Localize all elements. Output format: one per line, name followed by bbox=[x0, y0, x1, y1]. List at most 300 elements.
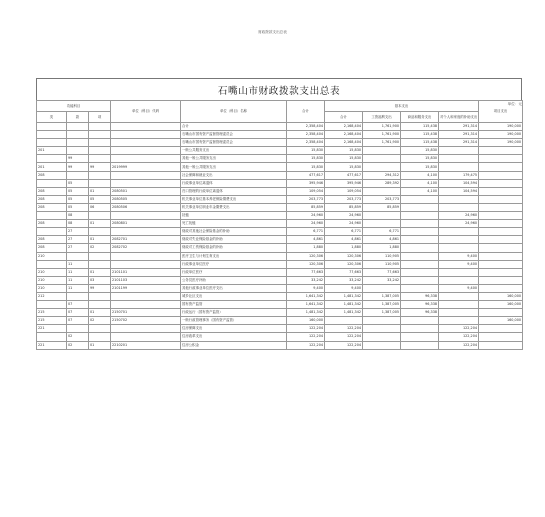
econ-code bbox=[111, 301, 181, 309]
econ-code: 2101199 bbox=[111, 284, 181, 292]
basic-total-value: 1,481,342 bbox=[325, 301, 363, 309]
table-row bbox=[37, 325, 523, 333]
personal-value bbox=[439, 163, 479, 171]
goods-value: 15,830 bbox=[401, 155, 439, 163]
item-name: 一般行政管理事务（国有资产监管） bbox=[181, 317, 287, 325]
total-value: 122,204 bbox=[287, 341, 325, 349]
col-name: 单位（科目）名称 bbox=[181, 101, 287, 123]
total-value: 477,617 bbox=[287, 171, 325, 179]
col-func-code: 功能科目 bbox=[37, 101, 111, 112]
salary-value: 1,387,005 bbox=[363, 292, 401, 300]
func-lei bbox=[37, 155, 67, 163]
item-name: 石嘴山市国有资产监督管理委员会 bbox=[181, 131, 287, 139]
goods-value bbox=[401, 284, 439, 292]
item-name: 合计 bbox=[181, 123, 287, 131]
econ-code: 2210201 bbox=[111, 341, 181, 349]
item-name: 其他一般公共服务支出 bbox=[181, 155, 287, 163]
func-xiang bbox=[89, 252, 111, 260]
project-value bbox=[479, 284, 523, 292]
total-value: 1,481,342 bbox=[287, 309, 325, 317]
project-value bbox=[479, 244, 523, 252]
basic-total-value: 6,771 bbox=[325, 228, 363, 236]
func-kuan: 05 bbox=[67, 203, 89, 211]
goods-value bbox=[401, 260, 439, 268]
report-title: 石嘴山市财政拨款支出总表 bbox=[217, 85, 341, 97]
salary-value bbox=[363, 325, 401, 333]
basic-total-value: 2,168,404 bbox=[325, 123, 363, 131]
func-kuan bbox=[67, 139, 89, 147]
func-kuan: 11 bbox=[67, 284, 89, 292]
econ-code: 2019999 bbox=[111, 163, 181, 171]
table-row bbox=[37, 203, 523, 211]
func-xiang: 01 bbox=[89, 309, 111, 317]
item-name: 其他一般公共服务支出 bbox=[181, 163, 287, 171]
personal-value bbox=[439, 317, 479, 325]
econ-code bbox=[111, 228, 181, 236]
col-basic-personal: 对个人和家庭的补助支出 bbox=[439, 112, 479, 123]
table-row bbox=[37, 123, 523, 131]
total-value: 6,771 bbox=[287, 228, 325, 236]
total-value: 4,861 bbox=[287, 236, 325, 244]
table-row bbox=[37, 212, 523, 220]
project-value bbox=[479, 260, 523, 268]
total-value: 109,054 bbox=[287, 187, 325, 195]
total-value: 120,306 bbox=[287, 252, 325, 260]
basic-total-value: 120,306 bbox=[325, 252, 363, 260]
table-row bbox=[37, 276, 523, 284]
project-value bbox=[479, 147, 523, 155]
total-value: 85,859 bbox=[287, 203, 325, 211]
salary-value: 4,861 bbox=[363, 236, 401, 244]
personal-value bbox=[439, 203, 479, 211]
total-value: 15,830 bbox=[287, 155, 325, 163]
func-xiang bbox=[89, 171, 111, 179]
total-value: 1,880 bbox=[287, 244, 325, 252]
basic-total-value: 122,204 bbox=[325, 325, 363, 333]
page-header: 财政拨款支出总表 bbox=[258, 30, 287, 34]
func-lei bbox=[37, 260, 67, 268]
table-row bbox=[37, 252, 523, 260]
col-econ: 单位（科目）代码 bbox=[111, 101, 181, 123]
func-lei: 201 bbox=[37, 147, 67, 155]
goods-value bbox=[401, 325, 439, 333]
project-value bbox=[479, 276, 523, 284]
basic-total-value: 15,830 bbox=[325, 163, 363, 171]
goods-value: 96,338 bbox=[401, 292, 439, 300]
basic-total-value: 2,168,404 bbox=[325, 131, 363, 139]
salary-value bbox=[363, 155, 401, 163]
item-name: 行政事业单位离退休 bbox=[181, 179, 287, 187]
func-lei: 221 bbox=[37, 341, 67, 349]
goods-value bbox=[401, 228, 439, 236]
salary-value: 1,761,900 bbox=[363, 123, 401, 131]
func-xiang: 99 bbox=[89, 163, 111, 171]
personal-value bbox=[439, 301, 479, 309]
table-row bbox=[37, 292, 523, 300]
func-xiang bbox=[89, 333, 111, 341]
goods-value bbox=[401, 244, 439, 252]
basic-total-value: 33,242 bbox=[325, 276, 363, 284]
total-value: 2,358,404 bbox=[287, 123, 325, 131]
table-row bbox=[37, 301, 523, 309]
func-xiang: 01 bbox=[89, 220, 111, 228]
item-name: 机关事业单位职业年金缴费支出 bbox=[181, 203, 287, 211]
col-project: 项目支出 bbox=[479, 101, 523, 123]
table-row bbox=[37, 220, 523, 228]
total-value: 2,358,404 bbox=[287, 131, 325, 139]
salary-value: 1,880 bbox=[363, 244, 401, 252]
total-value: 24,960 bbox=[287, 212, 325, 220]
item-name: 行政单位医疗 bbox=[181, 268, 287, 276]
basic-total-value: 1,481,342 bbox=[325, 309, 363, 317]
func-kuan bbox=[67, 171, 89, 179]
project-value bbox=[479, 325, 523, 333]
table-row bbox=[37, 284, 523, 292]
personal-value bbox=[439, 155, 479, 163]
personal-value bbox=[439, 268, 479, 276]
func-xiang bbox=[89, 147, 111, 155]
func-kuan: 27 bbox=[67, 228, 89, 236]
project-value bbox=[479, 333, 523, 341]
basic-total-value: 9,400 bbox=[325, 284, 363, 292]
basic-total-value: 203,773 bbox=[325, 195, 363, 203]
func-lei: 208 bbox=[37, 171, 67, 179]
item-name: 医疗卫生与计划生育支出 bbox=[181, 252, 287, 260]
goods-value bbox=[401, 268, 439, 276]
title-box bbox=[36, 78, 522, 100]
func-kuan: 07 bbox=[67, 317, 89, 325]
personal-value: 24,960 bbox=[439, 220, 479, 228]
func-xiang bbox=[89, 131, 111, 139]
project-value bbox=[479, 195, 523, 203]
econ-code bbox=[111, 252, 181, 260]
table-row bbox=[37, 187, 523, 195]
func-xiang: 03 bbox=[89, 276, 111, 284]
salary-value bbox=[363, 333, 401, 341]
goods-value: 15,830 bbox=[401, 163, 439, 171]
econ-code bbox=[111, 333, 181, 341]
econ-code bbox=[111, 131, 181, 139]
salary-value: 85,859 bbox=[363, 203, 401, 211]
basic-total-value bbox=[325, 317, 363, 325]
salary-value bbox=[363, 147, 401, 155]
basic-total-value: 122,204 bbox=[325, 341, 363, 349]
item-name: 归口管理的行政单位离退休 bbox=[181, 187, 287, 195]
basic-total-value: 77,663 bbox=[325, 268, 363, 276]
total-value: 122,204 bbox=[287, 325, 325, 333]
goods-value bbox=[401, 212, 439, 220]
col-xiang: 项 bbox=[89, 112, 111, 123]
goods-value: 15,830 bbox=[401, 147, 439, 155]
salary-value bbox=[363, 317, 401, 325]
func-lei bbox=[37, 333, 67, 341]
econ-code bbox=[111, 212, 181, 220]
total-value: 122,204 bbox=[287, 333, 325, 341]
project-value: 160,000 bbox=[479, 301, 523, 309]
func-lei: 210 bbox=[37, 252, 67, 260]
goods-value bbox=[401, 276, 439, 284]
func-lei: 208 bbox=[37, 244, 67, 252]
personal-value: 9,400 bbox=[439, 252, 479, 260]
goods-value bbox=[401, 317, 439, 325]
basic-total-value: 477,617 bbox=[325, 171, 363, 179]
goods-value: 115,438 bbox=[401, 123, 439, 131]
project-value bbox=[479, 220, 523, 228]
project-value bbox=[479, 212, 523, 220]
func-lei bbox=[37, 301, 67, 309]
goods-value: 4,100 bbox=[401, 179, 439, 187]
goods-value: 96,338 bbox=[401, 301, 439, 309]
table-row bbox=[37, 236, 523, 244]
func-kuan: 02 bbox=[67, 341, 89, 349]
salary-value: 289,392 bbox=[363, 179, 401, 187]
func-kuan: 27 bbox=[67, 244, 89, 252]
econ-code bbox=[111, 325, 181, 333]
func-xiang bbox=[89, 155, 111, 163]
func-xiang: 05 bbox=[89, 195, 111, 203]
func-xiang: 01 bbox=[89, 236, 111, 244]
personal-value: 291,314 bbox=[439, 123, 479, 131]
item-name: 行政事业单位医疗 bbox=[181, 260, 287, 268]
project-value: 190,000 bbox=[479, 123, 523, 131]
project-value bbox=[479, 179, 523, 187]
item-name: 住房改革支出 bbox=[181, 333, 287, 341]
basic-total-value: 109,054 bbox=[325, 187, 363, 195]
project-value bbox=[479, 228, 523, 236]
econ-code bbox=[111, 147, 181, 155]
func-lei: 210 bbox=[37, 284, 67, 292]
func-lei bbox=[37, 228, 67, 236]
func-xiang bbox=[89, 123, 111, 131]
table-row bbox=[37, 317, 523, 325]
personal-value: 104,594 bbox=[439, 187, 479, 195]
econ-code: 2080501 bbox=[111, 187, 181, 195]
salary-value: 77,663 bbox=[363, 268, 401, 276]
basic-total-value: 2,168,404 bbox=[325, 139, 363, 147]
col-kuan: 款 bbox=[67, 112, 89, 123]
func-lei: 208 bbox=[37, 203, 67, 211]
econ-code bbox=[111, 260, 181, 268]
personal-value: 104,594 bbox=[439, 179, 479, 187]
project-value: 190,000 bbox=[479, 131, 523, 139]
col-total: 合计 bbox=[287, 101, 325, 123]
total-value: 77,663 bbox=[287, 268, 325, 276]
salary-value bbox=[363, 284, 401, 292]
econ-code: 2080506 bbox=[111, 203, 181, 211]
goods-value bbox=[401, 341, 439, 349]
table-row bbox=[37, 228, 523, 236]
salary-value bbox=[363, 212, 401, 220]
func-lei: 215 bbox=[37, 317, 67, 325]
basic-total-value: 1,481,342 bbox=[325, 292, 363, 300]
project-value bbox=[479, 268, 523, 276]
item-name: 财政对工伤保险基金的补助 bbox=[181, 244, 287, 252]
basic-total-value: 85,859 bbox=[325, 203, 363, 211]
econ-code: 2150701 bbox=[111, 309, 181, 317]
goods-value: 96,338 bbox=[401, 309, 439, 317]
func-xiang bbox=[89, 212, 111, 220]
table-row bbox=[37, 139, 523, 147]
func-xiang: 02 bbox=[89, 244, 111, 252]
func-kuan: 99 bbox=[67, 163, 89, 171]
personal-value bbox=[439, 228, 479, 236]
func-lei: 215 bbox=[37, 309, 67, 317]
econ-code: 2101101 bbox=[111, 268, 181, 276]
func-xiang: 01 bbox=[89, 341, 111, 349]
func-kuan bbox=[67, 292, 89, 300]
col-basic: 基本支出 bbox=[325, 101, 479, 112]
goods-value bbox=[401, 203, 439, 211]
total-value: 1,641,342 bbox=[287, 292, 325, 300]
table-row bbox=[37, 171, 523, 179]
item-name: 公务员医疗补助 bbox=[181, 276, 287, 284]
func-xiang: 02 bbox=[89, 317, 111, 325]
project-value bbox=[479, 155, 523, 163]
salary-value: 1,387,005 bbox=[363, 309, 401, 317]
basic-total-value: 15,830 bbox=[325, 155, 363, 163]
salary-value: 110,905 bbox=[363, 252, 401, 260]
table-row bbox=[37, 131, 523, 139]
project-value bbox=[479, 187, 523, 195]
item-name: 城乡社区支出 bbox=[181, 292, 287, 300]
personal-value bbox=[439, 292, 479, 300]
total-value: 2,358,404 bbox=[287, 139, 325, 147]
func-xiang bbox=[89, 325, 111, 333]
func-lei bbox=[37, 139, 67, 147]
econ-code bbox=[111, 171, 181, 179]
econ-code bbox=[111, 139, 181, 147]
func-xiang bbox=[89, 228, 111, 236]
project-value: 190,000 bbox=[479, 139, 523, 147]
func-kuan: 07 bbox=[67, 301, 89, 309]
total-value: 15,830 bbox=[287, 147, 325, 155]
basic-total-value: 24,960 bbox=[325, 212, 363, 220]
salary-value: 6,771 bbox=[363, 228, 401, 236]
econ-code: 2080801 bbox=[111, 220, 181, 228]
item-name: 死亡抚恤 bbox=[181, 220, 287, 228]
salary-value: 33,242 bbox=[363, 276, 401, 284]
goods-value: 4,100 bbox=[401, 171, 439, 179]
project-value bbox=[479, 171, 523, 179]
salary-value bbox=[363, 220, 401, 228]
project-value bbox=[479, 163, 523, 171]
table-row bbox=[37, 147, 523, 155]
goods-value: 115,438 bbox=[401, 139, 439, 147]
func-kuan: 05 bbox=[67, 179, 89, 187]
col-basic-goods: 商品和服务支出 bbox=[401, 112, 439, 123]
econ-code bbox=[111, 155, 181, 163]
table-row bbox=[37, 341, 523, 349]
header-row bbox=[37, 101, 523, 112]
item-name: 一般公共服务支出 bbox=[181, 147, 287, 155]
expenditure-table bbox=[36, 100, 523, 350]
table-row bbox=[37, 309, 523, 317]
func-xiang bbox=[89, 260, 111, 268]
personal-value: 122,204 bbox=[439, 325, 479, 333]
func-xiang: 99 bbox=[89, 284, 111, 292]
personal-value bbox=[439, 276, 479, 284]
table-row bbox=[37, 179, 523, 187]
total-value: 9,400 bbox=[287, 284, 325, 292]
func-lei bbox=[37, 123, 67, 131]
personal-value bbox=[439, 236, 479, 244]
total-value: 160,000 bbox=[287, 317, 325, 325]
total-value: 1,641,342 bbox=[287, 301, 325, 309]
basic-total-value: 395,946 bbox=[325, 179, 363, 187]
basic-total-value: 122,204 bbox=[325, 333, 363, 341]
personal-value: 9,400 bbox=[439, 284, 479, 292]
basic-total-value: 15,830 bbox=[325, 147, 363, 155]
personal-value: 179,475 bbox=[439, 171, 479, 179]
item-name: 财政对失业保险基金的补助 bbox=[181, 236, 287, 244]
func-kuan: 05 bbox=[67, 195, 89, 203]
goods-value: 115,438 bbox=[401, 131, 439, 139]
func-xiang bbox=[89, 179, 111, 187]
item-name: 国有资产监管 bbox=[181, 301, 287, 309]
func-lei bbox=[37, 212, 67, 220]
project-value bbox=[479, 203, 523, 211]
unit-label: 单位：元 bbox=[507, 102, 522, 106]
project-value bbox=[479, 252, 523, 260]
func-lei: 210 bbox=[37, 276, 67, 284]
table-row bbox=[37, 333, 523, 341]
table-row bbox=[37, 244, 523, 252]
salary-value bbox=[363, 187, 401, 195]
func-kuan: 11 bbox=[67, 276, 89, 284]
goods-value bbox=[401, 333, 439, 341]
econ-code bbox=[111, 179, 181, 187]
func-lei: 208 bbox=[37, 187, 67, 195]
func-kuan: 99 bbox=[67, 155, 89, 163]
project-value: 160,000 bbox=[479, 317, 523, 325]
table-row bbox=[37, 268, 523, 276]
func-kuan: 11 bbox=[67, 260, 89, 268]
basic-total-value: 24,960 bbox=[325, 220, 363, 228]
table-row bbox=[37, 195, 523, 203]
func-kuan: 07 bbox=[67, 309, 89, 317]
func-xiang bbox=[89, 292, 111, 300]
goods-value bbox=[401, 236, 439, 244]
total-value: 33,242 bbox=[287, 276, 325, 284]
item-name: 社会保障和就业支出 bbox=[181, 171, 287, 179]
table-row bbox=[37, 260, 523, 268]
col-basic-salary: 工资福利支出 bbox=[363, 112, 401, 123]
func-kuan bbox=[67, 131, 89, 139]
econ-code: 2082702 bbox=[111, 244, 181, 252]
personal-value: 122,204 bbox=[439, 333, 479, 341]
func-kuan: 05 bbox=[67, 187, 89, 195]
table-row bbox=[37, 155, 523, 163]
item-name: 石嘴山市国有资产监督管理委员会 bbox=[181, 139, 287, 147]
func-kuan: 08 bbox=[67, 220, 89, 228]
salary-value bbox=[363, 163, 401, 171]
col-lei: 类 bbox=[37, 112, 67, 123]
func-xiang: 06 bbox=[89, 203, 111, 211]
item-name: 抚恤 bbox=[181, 212, 287, 220]
personal-value: 24,960 bbox=[439, 212, 479, 220]
personal-value bbox=[439, 195, 479, 203]
econ-code: 2080505 bbox=[111, 195, 181, 203]
total-value: 395,946 bbox=[287, 179, 325, 187]
goods-value bbox=[401, 220, 439, 228]
personal-value: 291,314 bbox=[439, 139, 479, 147]
basic-total-value: 1,880 bbox=[325, 244, 363, 252]
item-name: 行政运行（国有资产监管） bbox=[181, 309, 287, 317]
func-xiang bbox=[89, 301, 111, 309]
item-name: 财政对其他社会保险基金的补助 bbox=[181, 228, 287, 236]
func-lei: 208 bbox=[37, 236, 67, 244]
salary-value: 110,905 bbox=[363, 260, 401, 268]
